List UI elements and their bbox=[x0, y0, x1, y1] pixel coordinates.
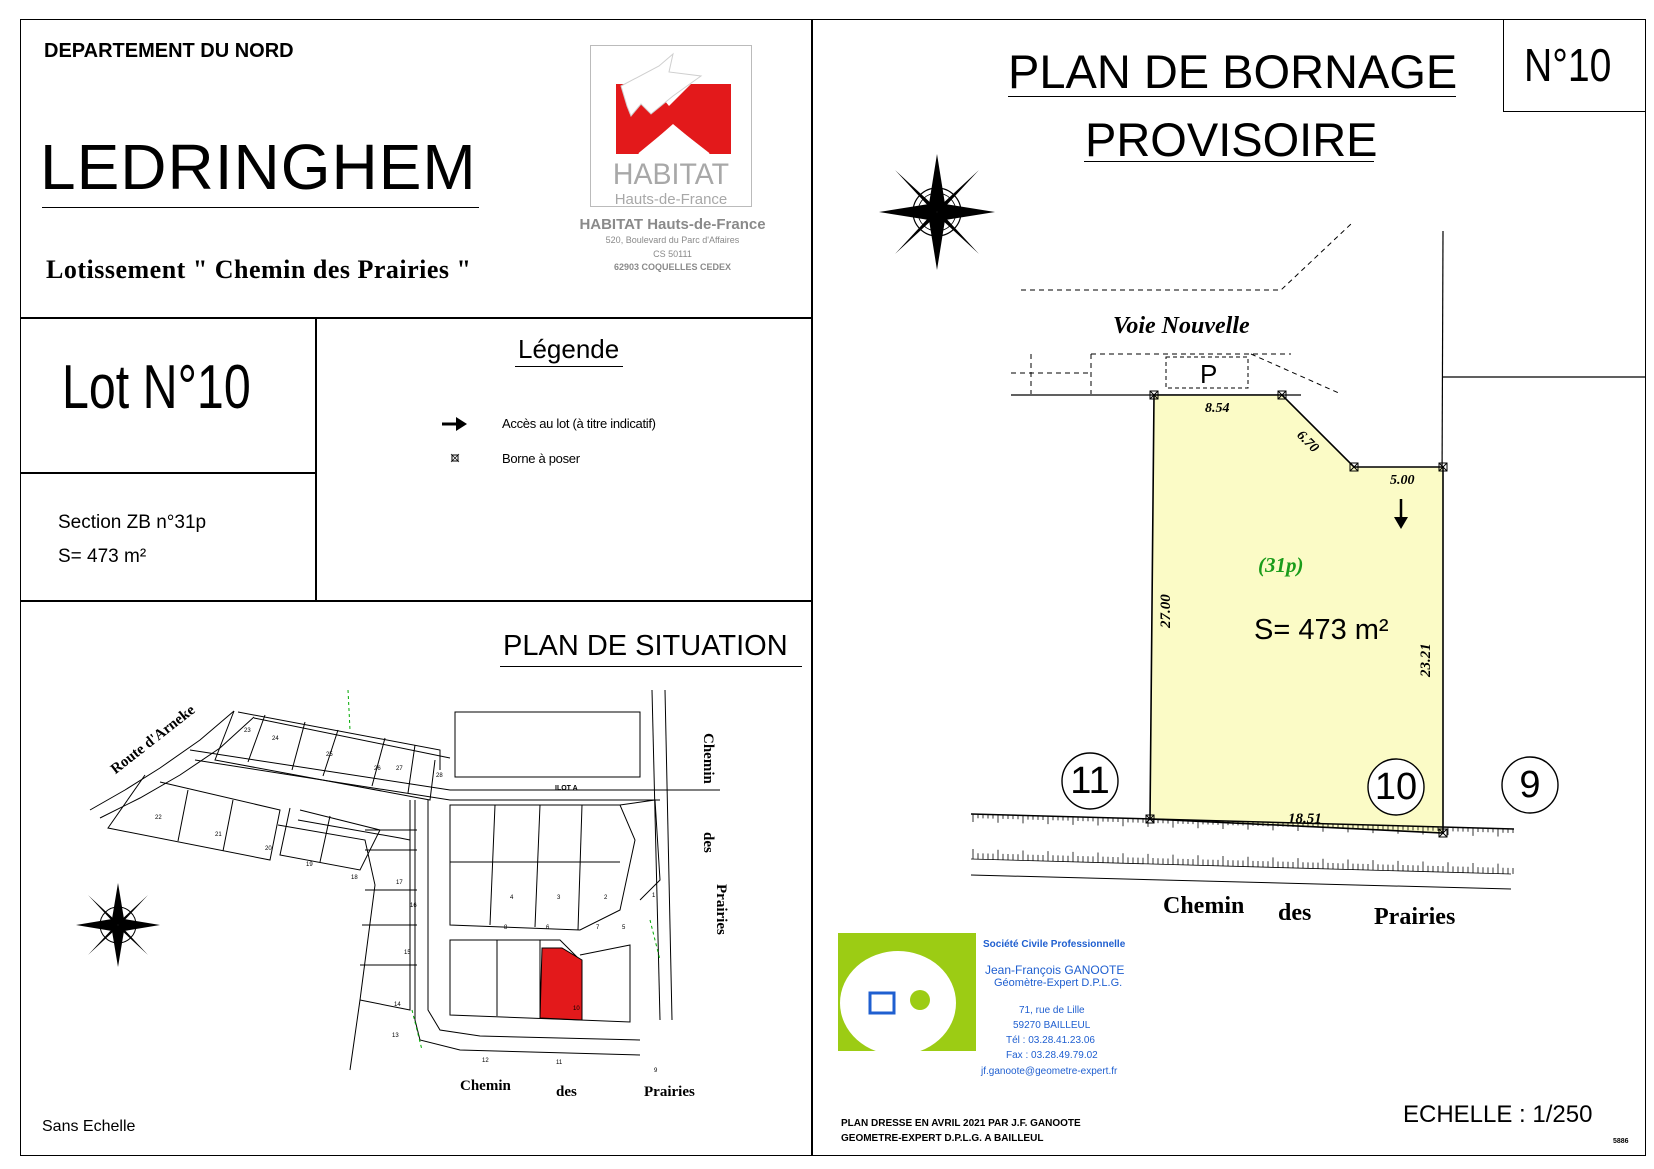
situation-lot-13: 13 bbox=[392, 1033, 399, 1039]
surveyor-city: 59270 BAILLEUL bbox=[1013, 1020, 1091, 1031]
arrow-right-icon bbox=[442, 416, 468, 432]
legend-title: Légende bbox=[518, 334, 620, 364]
situation-lot-27: 27 bbox=[396, 766, 403, 772]
situation-title: PLAN DE SITUATION bbox=[503, 630, 788, 662]
situation-lot-20: 20 bbox=[265, 846, 272, 852]
client-logo bbox=[590, 45, 752, 207]
situation-lot-26: 26 bbox=[374, 766, 381, 772]
situation-lot-1: 1 bbox=[652, 893, 656, 899]
situation-lot-8: 8 bbox=[504, 925, 508, 931]
commune-title: LEDRINGHEM bbox=[40, 131, 477, 203]
situation-lot-21: 21 bbox=[215, 832, 222, 838]
situation-lot-6: 6 bbox=[546, 925, 550, 931]
situation-lot-25: 25 bbox=[326, 752, 333, 758]
situation-lot-18: 18 bbox=[351, 875, 358, 881]
client-name: HABITAT Hauts-de-France bbox=[579, 216, 766, 233]
client-logo-word: HABITAT bbox=[612, 158, 730, 191]
footer-line-2: GEOMETRE-EXPERT D.P.L.G. A BAILLEUL bbox=[841, 1133, 1044, 1144]
parcel-reference: (31p) bbox=[1258, 553, 1304, 577]
situation-lot-24: 24 bbox=[272, 736, 279, 742]
surveyor-fax: Fax : 03.28.49.79.02 bbox=[1006, 1050, 1098, 1061]
legend-item-access: Accès au lot (à titre indicatif) bbox=[502, 416, 656, 431]
client-address-2: CS 50111 bbox=[653, 249, 692, 259]
situation-lot-17: 17 bbox=[396, 880, 403, 886]
situation-road-bottom-2: des bbox=[556, 1084, 577, 1100]
lot-label-11: 11 bbox=[1070, 760, 1110, 802]
lot-label-10: 10 bbox=[1374, 766, 1418, 808]
surveyor-company-type: Société Civile Professionnelle bbox=[983, 939, 1126, 950]
situation-map bbox=[20, 600, 813, 1156]
client-address-1: 520, Boulevard du Parc d'Affaires bbox=[605, 235, 740, 245]
footer-ref: 5886 bbox=[1613, 1138, 1629, 1145]
plan-subtitle: PROVISOIRE bbox=[1085, 113, 1378, 166]
boundary-marker-icon bbox=[451, 454, 461, 464]
plan-street-bottom-2: des bbox=[1278, 900, 1312, 926]
legend-item-marker: Borne à poser bbox=[502, 451, 580, 466]
surveyor-email: jf.ganoote@geometre-expert.fr bbox=[981, 1066, 1118, 1077]
situation-road-right-1: Chemin bbox=[700, 733, 716, 784]
lot-title: Lot N°10 bbox=[62, 353, 251, 422]
situation-lot-12: 12 bbox=[482, 1058, 489, 1064]
dimension-1851: 18.51 bbox=[1288, 811, 1322, 827]
situation-road-right-2: des bbox=[700, 832, 716, 853]
surveyor-name: Jean-François GANOOTE bbox=[985, 963, 1125, 977]
lot-section: Section ZB n°31p bbox=[58, 512, 207, 533]
situation-lot-22: 22 bbox=[155, 815, 162, 821]
dimension-854: 8.54 bbox=[1205, 401, 1230, 416]
plan-street-bottom-3: Prairies bbox=[1374, 904, 1456, 930]
client-address-3: 62903 COQUELLES CEDEX bbox=[613, 262, 732, 272]
dimension-2700: 27.00 bbox=[1158, 594, 1174, 628]
situation-lot-2: 2 bbox=[604, 895, 608, 901]
subdivision-name: Lotissement " Chemin des Prairies " bbox=[46, 255, 472, 284]
situation-road-right-3: Prairies bbox=[713, 884, 729, 935]
dimension-2321: 23.21 bbox=[1418, 643, 1434, 677]
situation-lot-11: 11 bbox=[556, 1060, 563, 1066]
situation-block-label: ILOT A bbox=[555, 785, 578, 792]
plan-scale: ECHELLE : 1/250 bbox=[1403, 1101, 1593, 1128]
situation-lot-15: 15 bbox=[404, 950, 411, 956]
situation-lot-5: 5 bbox=[622, 925, 626, 931]
surveyor-logo bbox=[838, 933, 1018, 1051]
commune-underline bbox=[42, 207, 479, 208]
client-logo-sub: Hauts-de-France bbox=[614, 191, 728, 208]
situation-lot-10: 10 bbox=[573, 1006, 580, 1012]
situation-road-bottom-3: Prairies bbox=[644, 1084, 695, 1100]
dimension-500: 5.00 bbox=[1390, 473, 1415, 488]
plan-title: PLAN DE BORNAGE bbox=[1008, 45, 1458, 98]
situation-lot-3: 3 bbox=[557, 895, 561, 901]
surveyor-phone: Tél : 03.28.41.23.06 bbox=[1006, 1035, 1095, 1046]
lot-label-9: 9 bbox=[1519, 764, 1541, 806]
plan-street-bottom-1: Chemin bbox=[1163, 893, 1245, 919]
situation-scale-note: Sans Echelle bbox=[42, 1118, 136, 1135]
situation-lot-16: 16 bbox=[410, 903, 417, 909]
plan-number: N°10 bbox=[1524, 39, 1612, 91]
plan-street-top: Voie Nouvelle bbox=[1113, 313, 1250, 339]
department: DEPARTEMENT DU NORD bbox=[44, 40, 294, 62]
legend-title-underline bbox=[515, 366, 623, 367]
situation-road-bottom-1: Chemin bbox=[460, 1078, 511, 1094]
surveyor-street: 71, rue de Lille bbox=[1019, 1005, 1085, 1016]
situation-lot-28: 28 bbox=[436, 773, 443, 779]
parcel-surface: S= 473 m² bbox=[1254, 614, 1389, 646]
situation-lot-19: 19 bbox=[306, 862, 313, 868]
situation-lot-14: 14 bbox=[394, 1002, 401, 1008]
section-box bbox=[20, 472, 317, 602]
footer-line-1: PLAN DRESSE EN AVRIL 2021 PAR J.F. GANOOTE bbox=[841, 1118, 1081, 1129]
situation-lot-23: 23 bbox=[244, 728, 251, 734]
plan-parking: P bbox=[1200, 359, 1218, 389]
situation-lot-7: 7 bbox=[596, 925, 600, 931]
dimension-670: 6.70 bbox=[1293, 428, 1322, 456]
situation-lot-9: 9 bbox=[654, 1068, 658, 1074]
surveyor-title: Géomètre-Expert D.P.L.G. bbox=[994, 977, 1123, 989]
lot-surface: S= 473 m² bbox=[58, 546, 147, 567]
situation-lot-4: 4 bbox=[510, 895, 514, 901]
situation-road-arneke: Route d'Arneke bbox=[108, 702, 199, 778]
